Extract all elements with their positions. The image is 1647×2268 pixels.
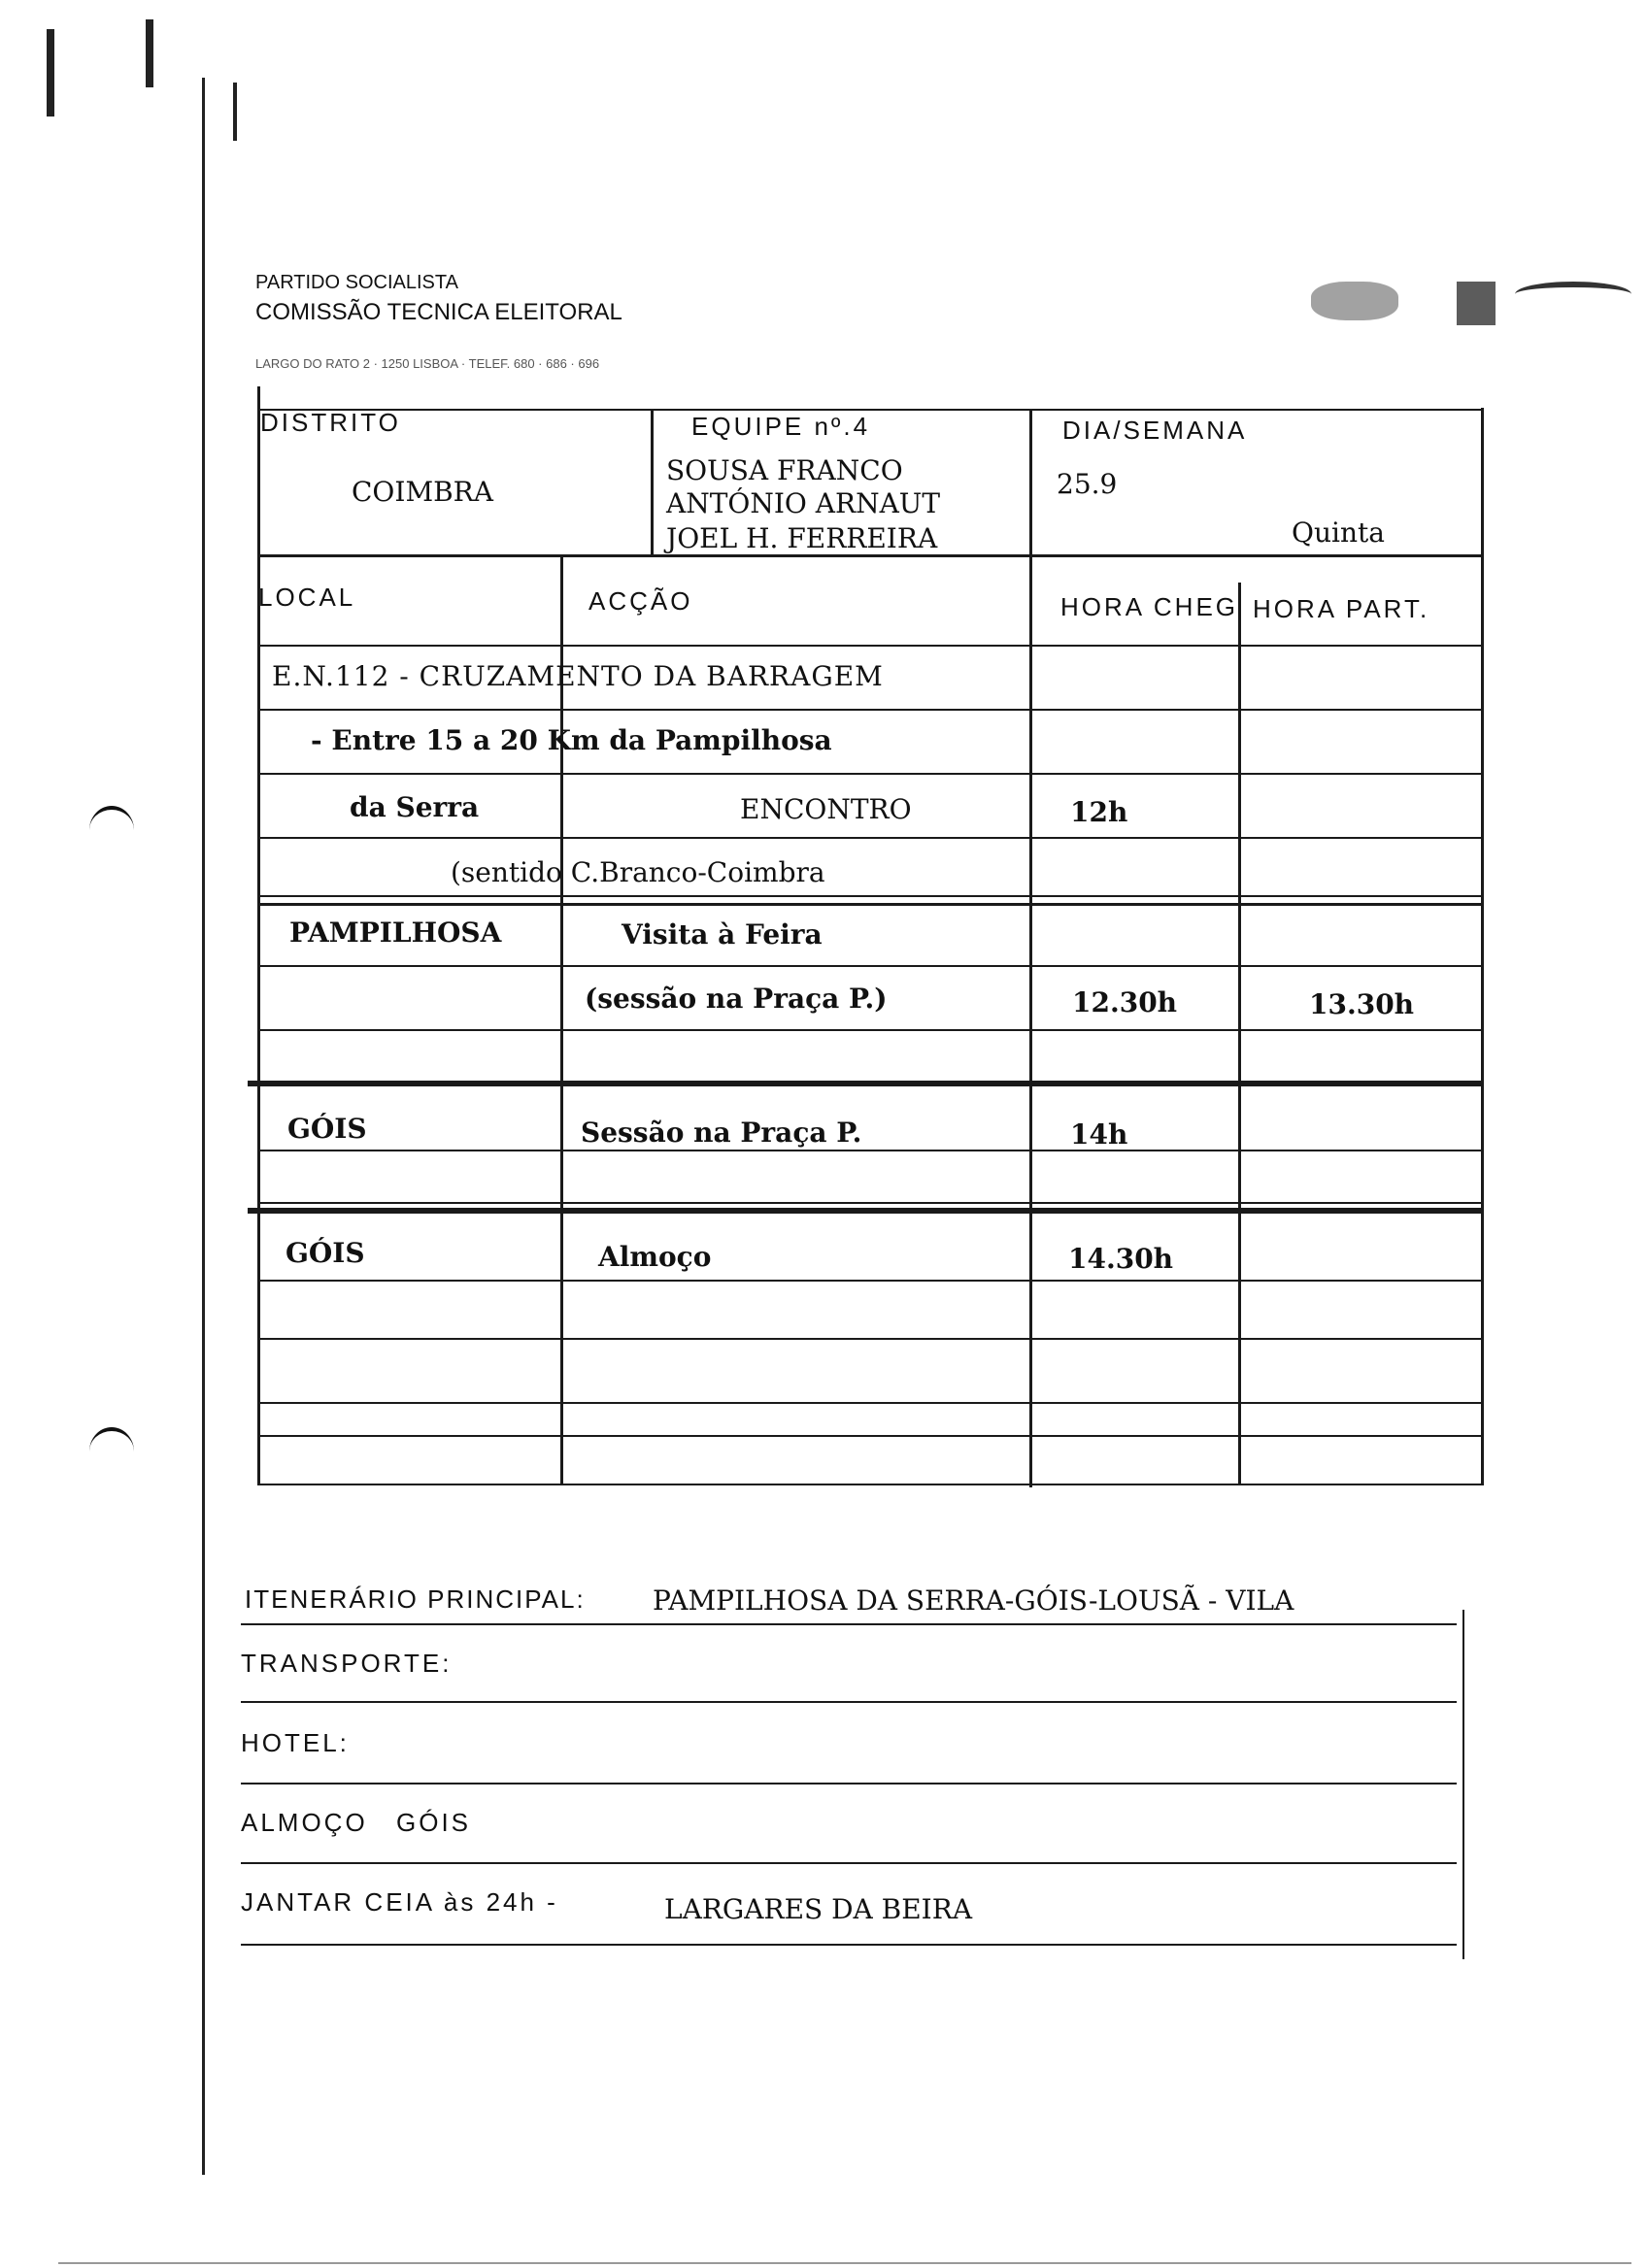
row-line xyxy=(257,903,1483,906)
row-line xyxy=(257,837,1483,839)
staple-mark xyxy=(47,29,54,117)
weekday-value: Quinta xyxy=(1292,517,1385,549)
row-3-local: da Serra xyxy=(350,791,480,823)
col-header-hora-cheg: HORA CHEG xyxy=(1060,592,1239,621)
jantar-value: LARGARES DA BEIRA xyxy=(664,1893,973,1925)
scan-edge xyxy=(58,2262,1631,2264)
jantar-label: JANTAR CEIA às 24h - xyxy=(241,1887,558,1917)
row-6-hora-cheg: 12.30h xyxy=(1072,986,1178,1018)
row-line xyxy=(257,1402,1483,1404)
distrito-value: COIMBRA xyxy=(352,476,493,508)
letterhead-dept: COMISSÃO TECNICA ELEITORAL xyxy=(255,299,622,325)
row-7-accao: Sessão na Praça P. xyxy=(581,1117,862,1149)
equipe-member: SOUSA FRANCO xyxy=(666,454,903,486)
row-line xyxy=(257,1280,1483,1282)
row-line xyxy=(257,1150,1483,1151)
col-header-accao: ACÇÃO xyxy=(588,586,693,616)
punch-hole-bottom xyxy=(89,1427,134,1476)
row-line xyxy=(257,709,1483,711)
table-border-right xyxy=(1481,408,1484,1485)
footer-right-border xyxy=(1462,1610,1464,1959)
date-value: 25.9 xyxy=(1057,468,1118,500)
binder-edge-line xyxy=(202,78,205,2175)
footer-line xyxy=(241,1623,1457,1625)
col-divider xyxy=(1029,410,1032,1487)
scan-smudge xyxy=(1457,282,1496,325)
table-border-left xyxy=(257,386,260,1484)
row-line xyxy=(257,409,1483,411)
row-line-thick xyxy=(248,1081,1483,1086)
row-4-text: (sentido C.Branco-Coimbra xyxy=(451,856,825,888)
row-1-text: E.N.112 - CRUZAMENTO DA BARRAGEM xyxy=(272,660,884,692)
row-2-text: - Entre 15 a 20 Km da Pampilhosa xyxy=(311,724,832,756)
row-line xyxy=(257,1435,1483,1437)
row-line xyxy=(257,1338,1483,1340)
almoco-value: GÓIS xyxy=(396,1808,472,1837)
scan-smudge xyxy=(1311,282,1398,320)
col-header-local: LOCAL xyxy=(258,583,356,612)
footer-line xyxy=(241,1944,1457,1946)
dia-label: DIA/SEMANA xyxy=(1062,416,1248,445)
row-line xyxy=(257,965,1483,967)
row-line-thick xyxy=(248,1208,1483,1214)
staple-mark xyxy=(233,83,237,141)
col-header-hora-part: HORA PART. xyxy=(1253,594,1430,623)
row-line xyxy=(257,554,1483,557)
row-8-local: GÓIS xyxy=(286,1237,365,1269)
hotel-label: HOTEL: xyxy=(241,1728,350,1757)
almoco-label: ALMOÇO xyxy=(241,1808,368,1837)
col-divider xyxy=(1238,583,1241,1485)
row-7-local: GÓIS xyxy=(287,1113,367,1145)
row-8-accao: Almoço xyxy=(598,1241,712,1273)
punch-hole-top xyxy=(89,806,134,854)
letterhead-address: LARGO DO RATO 2 · 1250 LISBOA · TELEF. 680 · 686 · 696 xyxy=(255,356,600,371)
equipe-member: JOEL H. FERREIRA xyxy=(666,522,938,554)
col-divider xyxy=(560,555,563,1485)
row-line xyxy=(257,773,1483,775)
distrito-label: DISTRITO xyxy=(260,408,401,437)
row-8-hora-cheg: 14.30h xyxy=(1068,1243,1174,1275)
row-3-hora-cheg: 12h xyxy=(1070,796,1128,828)
staple-mark xyxy=(146,19,153,87)
itinerario-value: PAMPILHOSA DA SERRA-GÓIS-LOUSÃ - VILA xyxy=(653,1584,1294,1617)
letterhead-org: PARTIDO SOCIALISTA xyxy=(255,272,458,293)
row-7-hora-cheg: 14h xyxy=(1070,1118,1128,1151)
scan-smudge xyxy=(1515,282,1631,307)
row-line xyxy=(257,1202,1483,1204)
row-line xyxy=(257,645,1483,647)
row-line xyxy=(257,895,1483,897)
transporte-label: TRANSPORTE: xyxy=(241,1649,453,1678)
equipe-label: EQUIPE nº.4 xyxy=(691,412,871,441)
equipe-member: ANTÓNIO ARNAUT xyxy=(666,487,941,519)
row-6-hora-part: 13.30h xyxy=(1309,988,1415,1020)
row-3-accao: ENCONTRO xyxy=(740,793,912,825)
footer-line xyxy=(241,1701,1457,1703)
row-6-accao: (sessão na Praça P.) xyxy=(585,983,888,1015)
row-line xyxy=(257,1484,1483,1485)
row-5-local: PAMPILHOSA xyxy=(289,917,502,949)
col-divider xyxy=(651,410,654,555)
footer-line xyxy=(241,1862,1457,1864)
row-5-accao: Visita à Feira xyxy=(622,918,823,951)
footer-line xyxy=(241,1783,1457,1784)
row-line xyxy=(257,1029,1483,1031)
itinerario-label: ITENERÁRIO PRINCIPAL: xyxy=(245,1584,586,1614)
